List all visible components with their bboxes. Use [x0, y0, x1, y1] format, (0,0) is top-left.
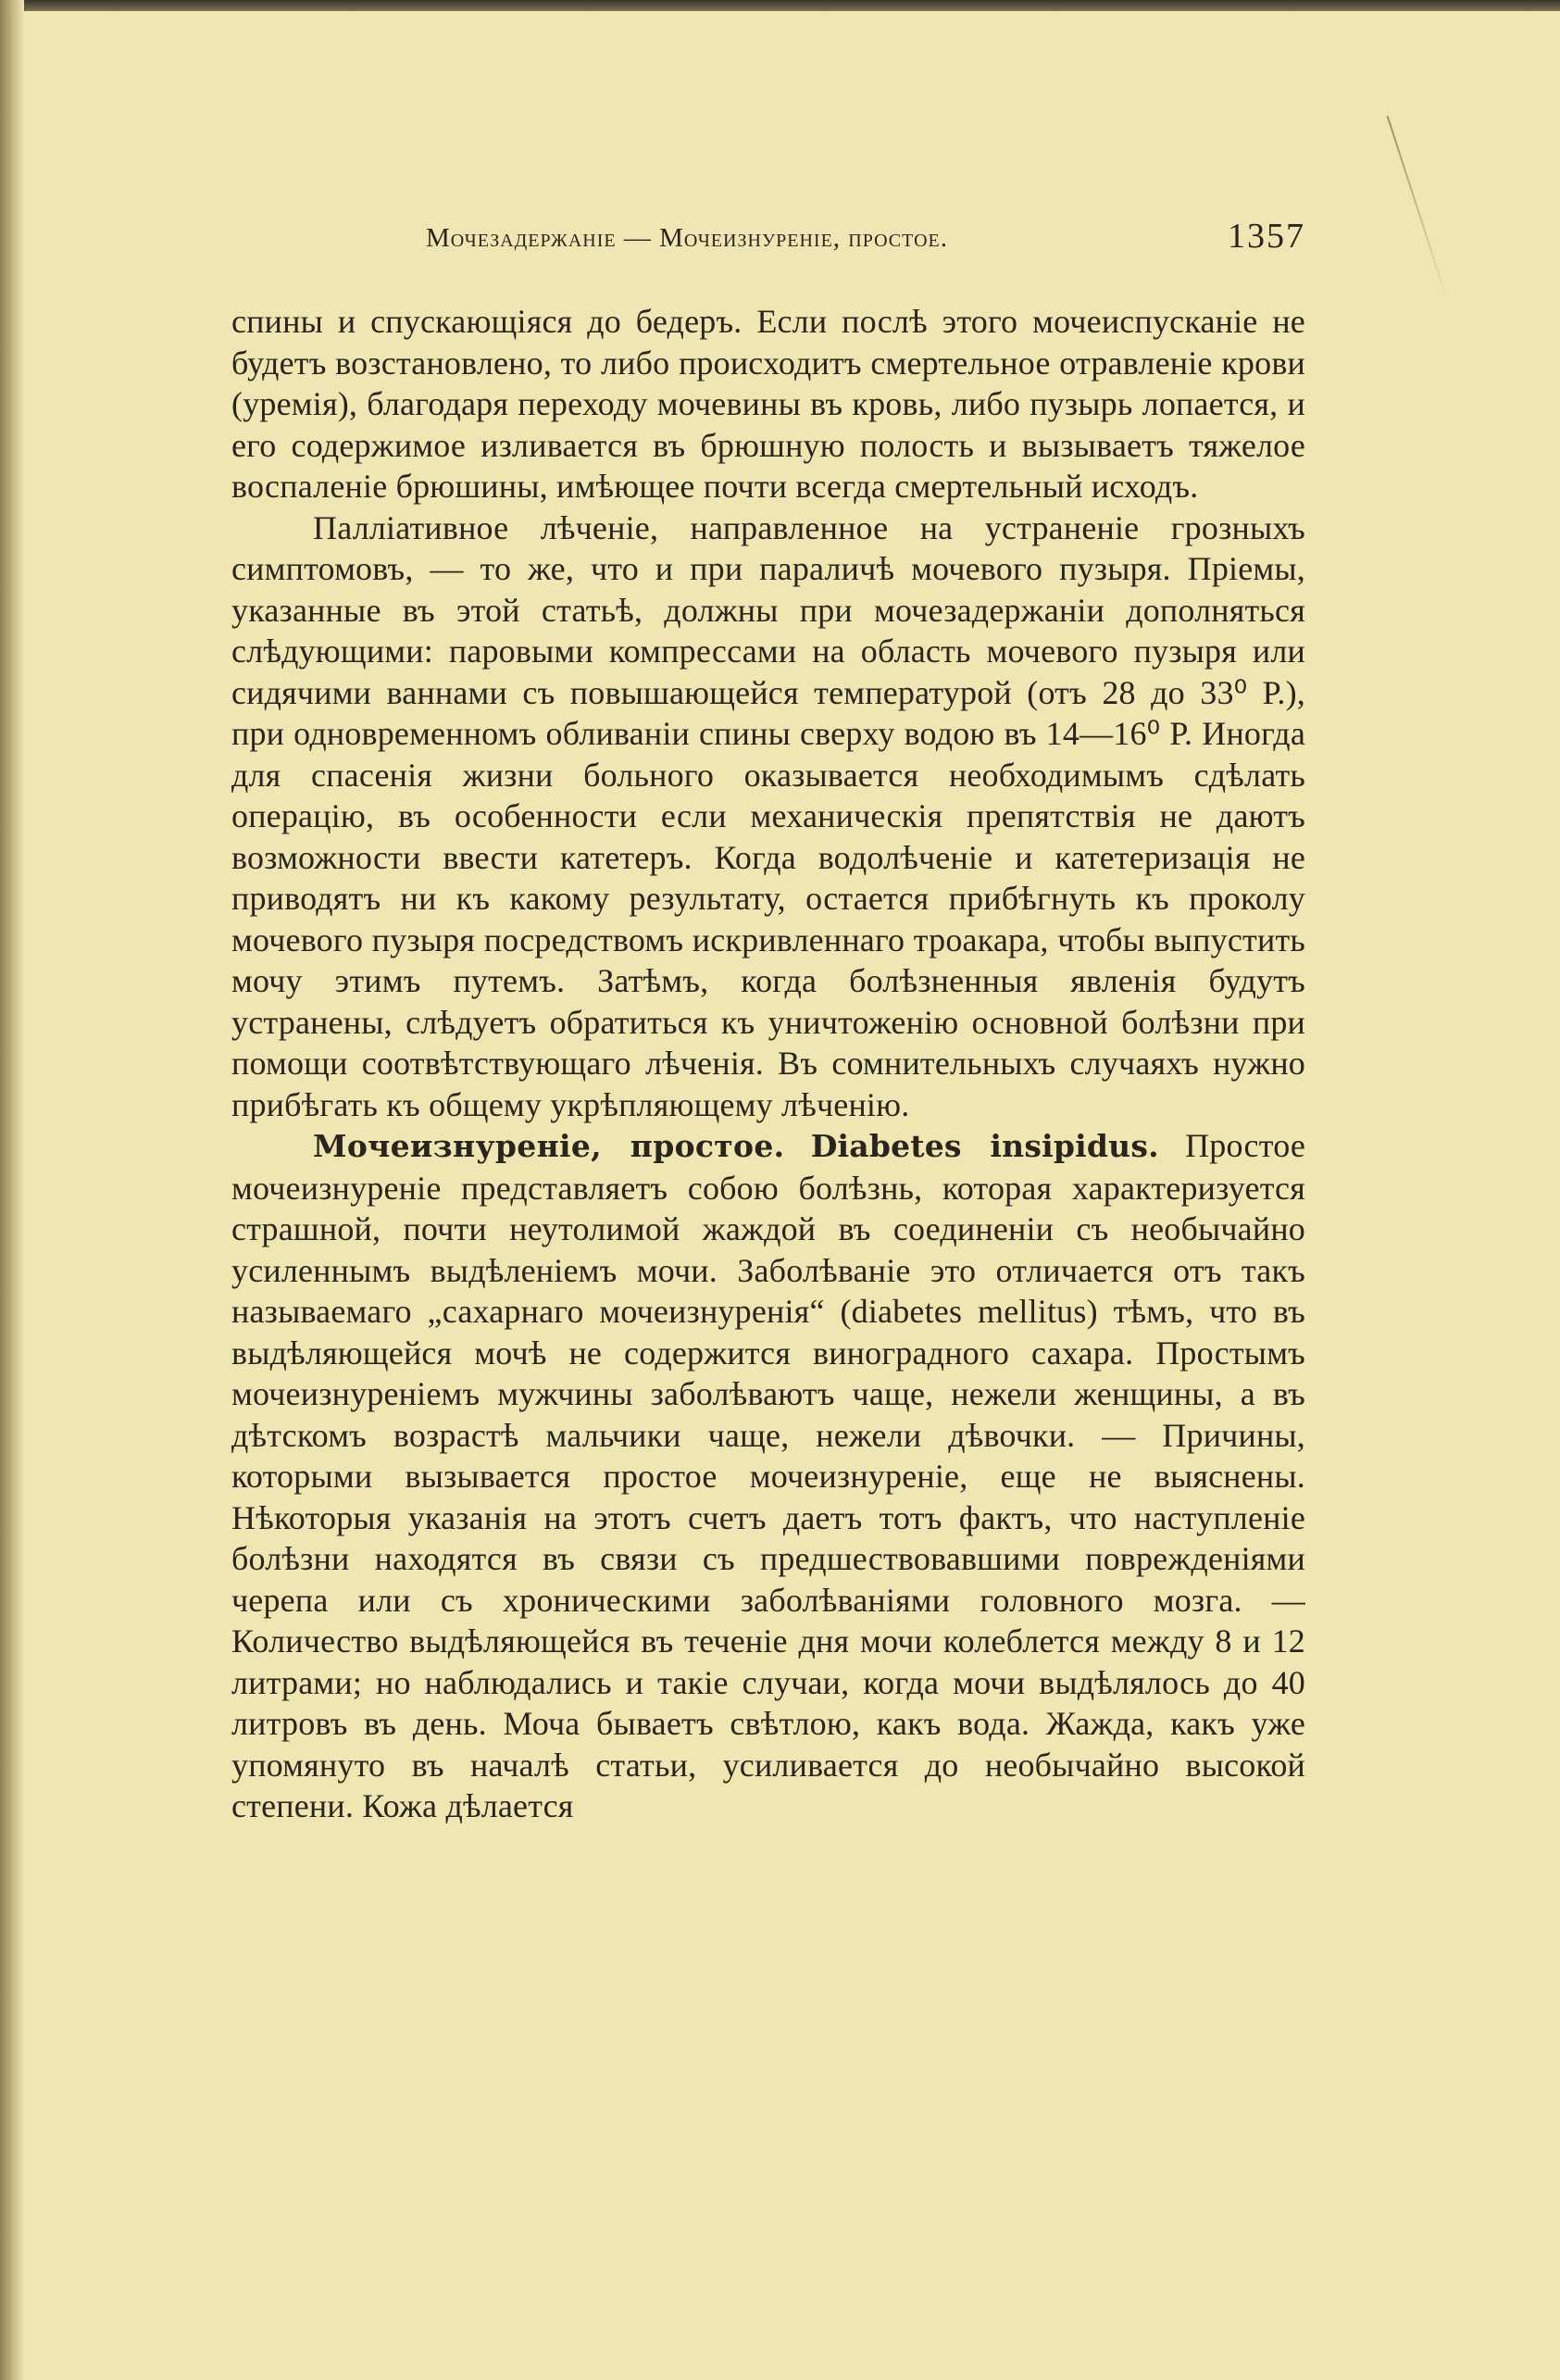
paragraph-palliative-treatment: Палліативное лѣченіе, направленное на устраненіе грозныхъ симптомовъ, — то же, что и при параличѣ мочевого пузыря. Пріемы, указанные въ этой статьѣ, должны при мочезадержаніи дополняться слѣдующими: паровыми компрессами на область мочевого пузыря или сидячими ваннами съ повышающейся температурой (отъ 28 до 33⁰ Р.), при одновременномъ обливаніи спины сверху водою въ 14—16⁰ Р. Иногда для спасенія жизни больного оказывается необходимымъ сдѣлать операцію, въ особенности если механическія препятствія не даютъ возможности ввести катетеръ. Когда водолѣченіе и катетеризація не приводятъ ни къ какому результату, остается прибѣгнуть къ проколу мочевого пузыря посредствомъ искривленнаго троакара, чтобы выпустить мочу этимъ путемъ. Затѣмъ, когда болѣзненныя явленія будутъ устранены, слѣдуетъ обратиться къ уничтоженію основной болѣзни при помощи соотвѣтствующаго лѣченія. Въ сомнительныхъ случаяхъ нужно прибѣгать къ общему укрѣпляющему лѣченію. [231, 508, 1305, 1123]
section-heading-latin: Diabetes insipidus. [810, 1128, 1159, 1164]
scan-left-edge [0, 0, 24, 2380]
paragraph-continuation: спины и спускающіяся до бедеръ. Если послѣ этого мочеиспусканіе не будетъ возстановлено, то либо происходитъ смертельное отравленіе крови (уремія), благодаря переходу мочевины въ кровь, либо пузырь лопается, и его содержимое изливается въ брюшную полость и вызываетъ тяжелое воспаленіе брюшины, имѣющее почти всегда смертельный исходъ. [231, 303, 1305, 505]
paragraph-diabetes-insipidus [231, 1125, 1305, 1827]
page-number: 1357 [1228, 217, 1305, 256]
page-header [231, 208, 1305, 264]
section-heading: Мочеизнуреніе, простое. [313, 1128, 785, 1164]
running-title: Мочезадержаніе — Мочеизнуреніе, простое. [426, 223, 948, 253]
paragraph-body: Простое мочеизнуреніе представляетъ собою болѣзнь, которая характеризуется страшной, почти неутолимой жаждой въ соединеніи съ необычайно усиленнымъ выдѣленіемъ мочи. Заболѣваніе это отличается отъ такъ называемаго „сахарнаго мочеизнуренія“ (diabetes mellitus) тѣмъ, что въ выдѣляющейся мочѣ не содержится виноградного сахара. Простымъ мочеизнуреніемъ мужчины заболѣваютъ чаще, нежели женщины, а въ дѣтскомъ возрастѣ мальчики чаще, нежели дѣвочки. — Причины, которыми вызывается простое мочеизнуреніе, еще не выяснены. Нѣкоторыя указанія на этотъ счетъ даетъ тотъ фактъ, что наступленіе болѣзни находятся въ связи съ предшествовавшими поврежденіями черепа или съ хроническими заболѣваніями головного мозга. — Количество выдѣляющейся въ теченіе дня мочи колеблется между 8 и 12 литрами; но наблюдались и такіе случаи, когда мочи выдѣлялось до 40 литровъ въ день. Моча бываетъ свѣтлою, какъ вода. Жажда, какъ уже упомянуто въ началѣ статьи, усиливается до необычайно высокой степени. Кожа дѣлается [231, 1127, 1306, 1824]
body-text [231, 301, 1305, 1827]
paper-fold-mark [1387, 116, 1449, 301]
scan-top-edge [0, 0, 1560, 11]
